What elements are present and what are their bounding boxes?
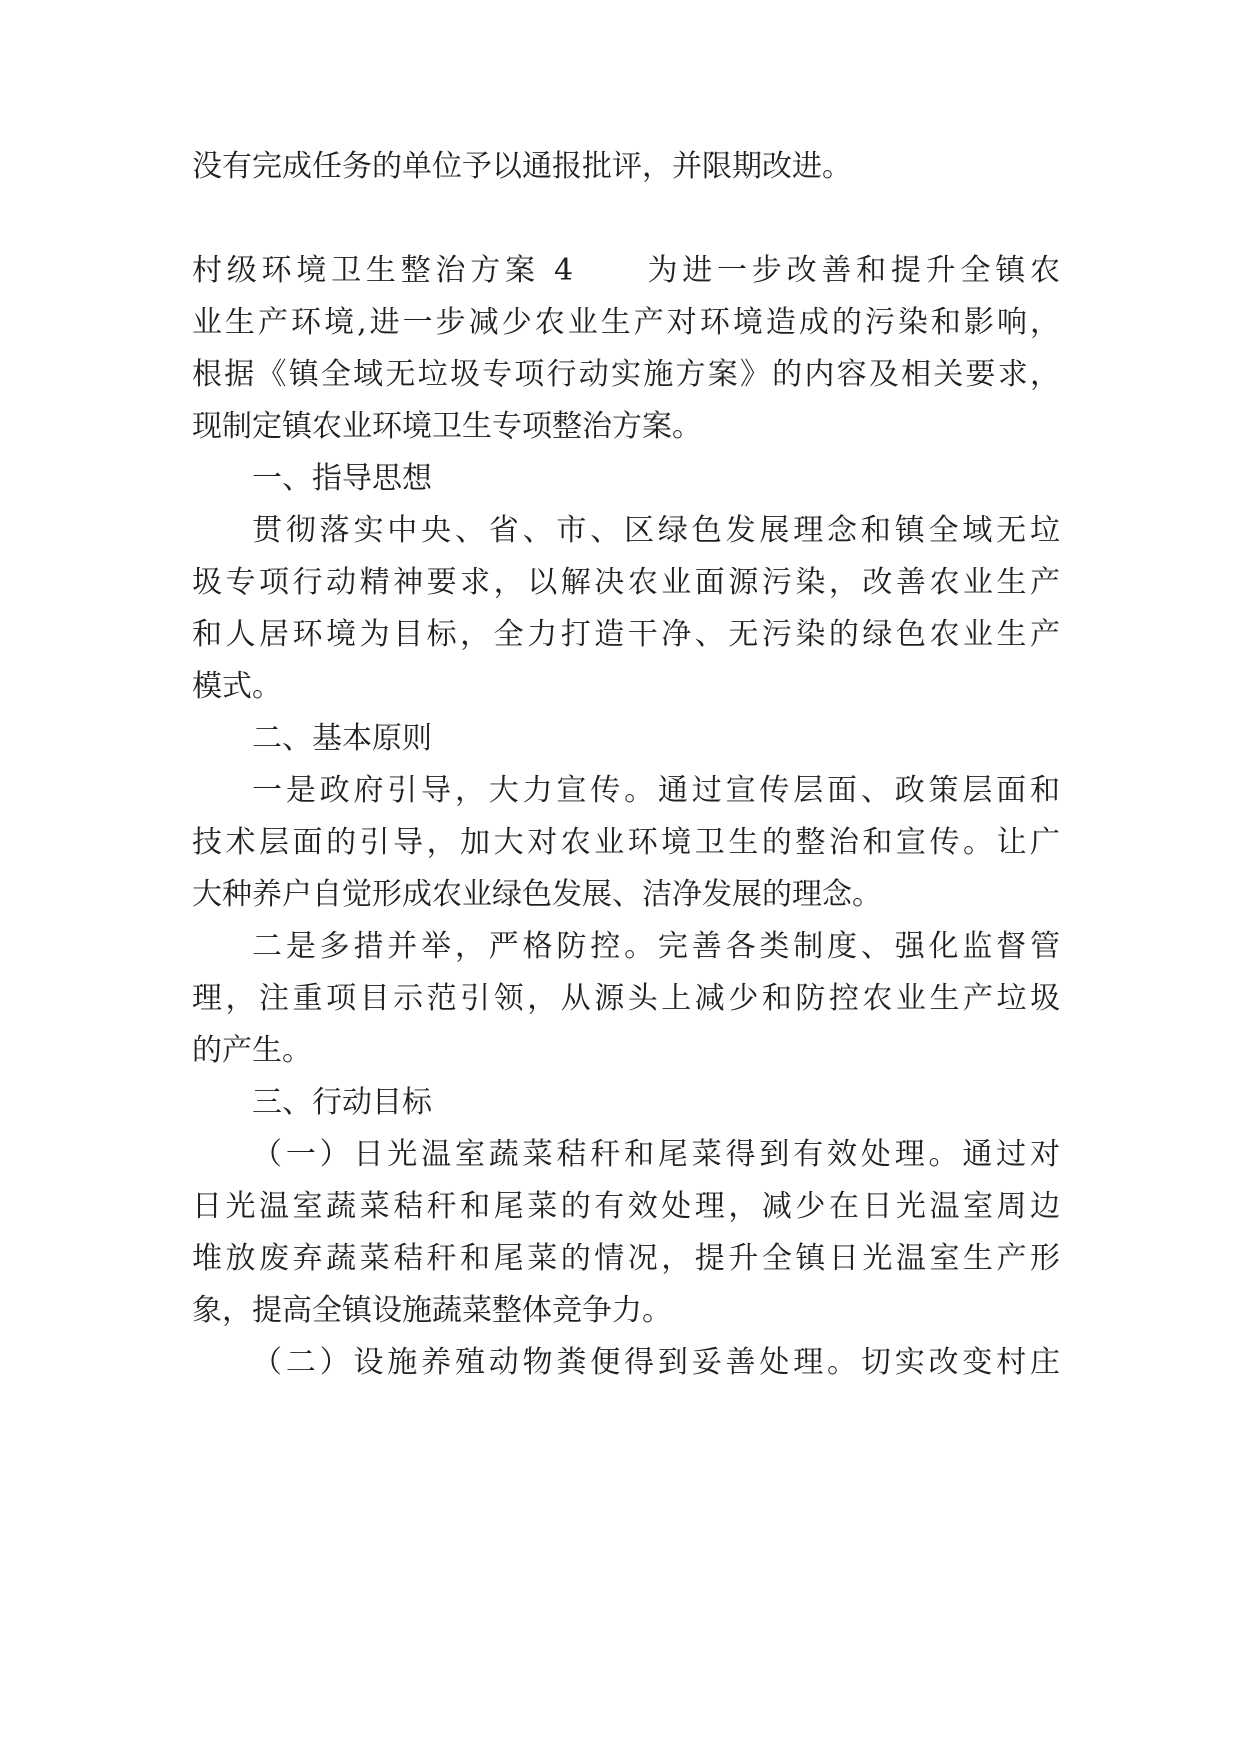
body-text-line: 和人居环境为目标，全力打造干净、无污染的绿色农业生产 bbox=[192, 617, 1060, 652]
body-text-line: 根据《镇全域无垃圾专项行动实施方案》的内容及相关要求， bbox=[192, 357, 1060, 392]
body-text-line: 的产生。 bbox=[192, 1033, 312, 1068]
heading-guiding-thought: 一、指导思想 bbox=[252, 461, 432, 496]
body-text-line: 一是政府引导，大力宣传。通过宣传层面、政策层面和 bbox=[252, 773, 1060, 808]
body-text-line: 圾专项行动精神要求，以解决农业面源污染，改善农业生产 bbox=[192, 565, 1060, 600]
body-text-line: （二）设施养殖动物粪便得到妥善处理。切实改变村庄 bbox=[252, 1345, 1060, 1380]
body-text-line: 堆放废弃蔬菜秸秆和尾菜的情况，提升全镇日光温室生产形 bbox=[192, 1241, 1060, 1276]
body-text-line: 象，提高全镇设施蔬菜整体竞争力。 bbox=[192, 1293, 672, 1328]
heading-action-goals: 三、行动目标 bbox=[252, 1085, 432, 1120]
body-text-line: 没有完成任务的单位予以通报批评，并限期改进。 bbox=[192, 149, 852, 184]
body-text-line: 日光温室蔬菜秸秆和尾菜的有效处理，减少在日光温室周边 bbox=[192, 1189, 1060, 1224]
body-text-line: 技术层面的引导，加大对农业环境卫生的整治和宣传。让广 bbox=[192, 825, 1060, 860]
body-text-line: 大种养户自觉形成农业绿色发展、洁净发展的理念。 bbox=[192, 877, 882, 912]
body-text-line: 贯彻落实中央、省、市、区绿色发展理念和镇全域无垃 bbox=[252, 513, 1060, 548]
heading-basic-principles: 二、基本原则 bbox=[252, 721, 432, 756]
body-text-line: 现制定镇农业环境卫生专项整治方案。 bbox=[192, 409, 702, 444]
section-title-line: 村级环境卫生整治方案 4 为进一步改善和提升全镇农 bbox=[192, 253, 1060, 288]
body-text-line: 业生产环境,进一步减少农业生产对环境造成的污染和影响， bbox=[192, 305, 1060, 340]
body-text-line: 理，注重项目示范引领，从源头上减少和防控农业生产垃圾 bbox=[192, 981, 1060, 1016]
body-text-line: 模式。 bbox=[192, 669, 282, 704]
body-text-line: （一）日光温室蔬菜秸秆和尾菜得到有效处理。通过对 bbox=[252, 1137, 1060, 1172]
body-text-line: 二是多措并举，严格防控。完善各类制度、强化监督管 bbox=[252, 929, 1060, 964]
